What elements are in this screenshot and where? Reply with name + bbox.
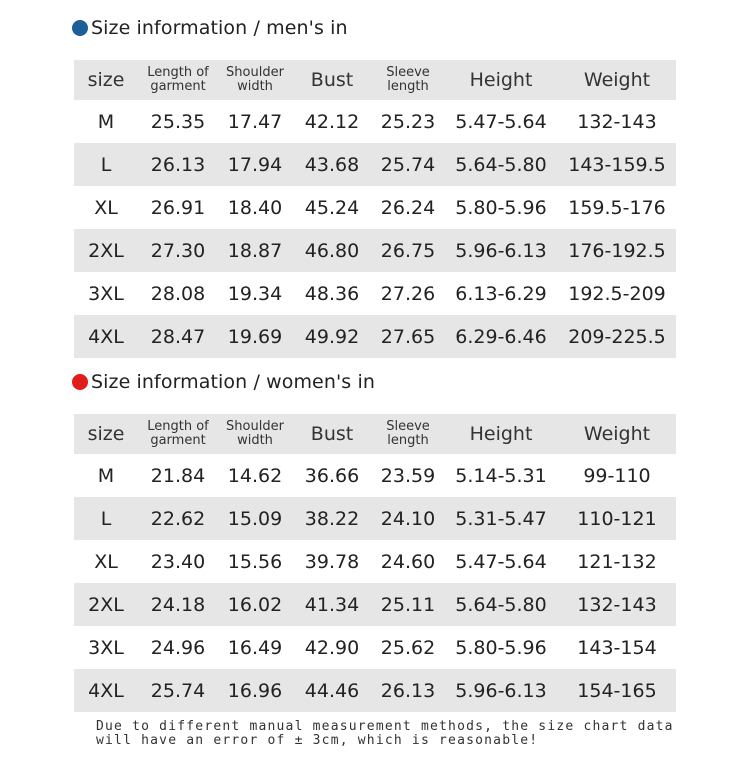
cell-size: 4XL <box>88 325 124 348</box>
header-length-line2: garment <box>150 79 206 94</box>
cell-shoulder: 19.34 <box>227 282 283 305</box>
cell-shoulder: 19.69 <box>227 325 283 348</box>
cell-size: 3XL <box>88 636 124 659</box>
header-length <box>138 414 218 454</box>
table-row <box>74 315 676 358</box>
cell-shoulder: 14.62 <box>227 464 283 487</box>
header-sleeve-line2: length <box>387 433 429 448</box>
cell-sleeve: 27.65 <box>380 325 436 348</box>
cell-size: L <box>100 507 112 530</box>
cell-size: 2XL <box>88 593 124 616</box>
cell-length: 25.74 <box>150 679 206 702</box>
men-header-row <box>74 60 676 100</box>
header-shoulder-line1: Shoulder <box>226 65 284 80</box>
cell-shoulder: 18.87 <box>227 239 283 262</box>
header-shoulder-line2: width <box>237 433 273 448</box>
women-section-title <box>72 369 375 395</box>
cell-shoulder: 15.56 <box>227 550 283 573</box>
women-header-row <box>74 414 676 454</box>
cell-size: M <box>97 110 115 133</box>
cell-height: 5.64-5.80 <box>455 593 547 616</box>
cell-height: 6.29-6.46 <box>455 325 547 348</box>
cell-bust: 45.24 <box>304 196 360 219</box>
cell-weight: 99-110 <box>583 464 651 487</box>
header-shoulder-line2: width <box>237 79 273 94</box>
cell-size: XL <box>94 550 118 573</box>
cell-length: 22.62 <box>150 507 206 530</box>
table-row <box>74 229 676 272</box>
cell-weight: 159.5-176 <box>568 196 666 219</box>
header-length-line1: Length of <box>147 65 209 80</box>
cell-length: 24.18 <box>150 593 206 616</box>
cell-height: 5.31-5.47 <box>455 507 547 530</box>
cell-height: 5.47-5.64 <box>455 550 547 573</box>
cell-shoulder: 17.94 <box>227 153 283 176</box>
cell-length: 24.96 <box>150 636 206 659</box>
cell-shoulder: 16.96 <box>227 679 283 702</box>
table-row <box>74 626 676 669</box>
cell-sleeve: 26.24 <box>380 196 436 219</box>
cell-sleeve: 25.62 <box>380 636 436 659</box>
cell-shoulder: 18.40 <box>227 196 283 219</box>
cell-shoulder: 15.09 <box>227 507 283 530</box>
cell-bust: 49.92 <box>304 325 360 348</box>
header-sleeve <box>372 414 444 454</box>
men-title-text: Size information / men's in <box>91 17 348 39</box>
table-row <box>74 143 676 186</box>
table-row <box>74 100 676 143</box>
header-length-line1: Length of <box>147 419 209 434</box>
cell-bust: 39.78 <box>304 550 360 573</box>
women-size-table <box>74 414 676 712</box>
header-height: Height <box>469 69 533 91</box>
cell-length: 27.30 <box>150 239 206 262</box>
cell-weight: 154-165 <box>577 679 657 702</box>
table-row <box>74 540 676 583</box>
cell-bust: 41.34 <box>304 593 360 616</box>
header-size: size <box>87 69 125 91</box>
table-row <box>74 272 676 315</box>
cell-height: 5.96-6.13 <box>455 679 547 702</box>
cell-bust: 42.12 <box>304 110 360 133</box>
cell-sleeve: 25.11 <box>380 593 436 616</box>
cell-height: 5.80-5.96 <box>455 636 547 659</box>
table-row <box>74 186 676 229</box>
header-bust: Bust <box>310 423 354 445</box>
cell-length: 23.40 <box>150 550 206 573</box>
cell-sleeve: 24.60 <box>380 550 436 573</box>
cell-height: 5.47-5.64 <box>455 110 547 133</box>
cell-size: L <box>100 153 112 176</box>
cell-height: 5.80-5.96 <box>455 196 547 219</box>
cell-length: 26.13 <box>150 153 206 176</box>
cell-weight: 176-192.5 <box>568 239 666 262</box>
header-height: Height <box>469 423 533 445</box>
cell-weight: 209-225.5 <box>568 325 666 348</box>
cell-height: 5.14-5.31 <box>455 464 547 487</box>
header-weight: Weight <box>583 423 651 445</box>
cell-weight: 132-143 <box>577 110 657 133</box>
cell-height: 5.96-6.13 <box>455 239 547 262</box>
header-size: size <box>87 423 125 445</box>
cell-length: 28.08 <box>150 282 206 305</box>
header-weight: Weight <box>583 69 651 91</box>
cell-sleeve: 25.74 <box>380 153 436 176</box>
cell-shoulder: 16.49 <box>227 636 283 659</box>
cell-bust: 43.68 <box>304 153 360 176</box>
cell-sleeve: 25.23 <box>380 110 436 133</box>
header-length <box>138 60 218 100</box>
cell-weight: 121-132 <box>577 550 657 573</box>
cell-bust: 38.22 <box>304 507 360 530</box>
cell-weight: 143-159.5 <box>568 153 666 176</box>
cell-weight: 192.5-209 <box>568 282 666 305</box>
header-sleeve-line1: Sleeve <box>386 65 430 80</box>
cell-height: 6.13-6.29 <box>455 282 547 305</box>
cell-length: 26.91 <box>150 196 206 219</box>
header-sleeve-line2: length <box>387 79 429 94</box>
cell-size: 4XL <box>88 679 124 702</box>
cell-bust: 36.66 <box>304 464 360 487</box>
table-row <box>74 583 676 626</box>
cell-size: XL <box>94 196 118 219</box>
header-shoulder-line1: Shoulder <box>226 419 284 434</box>
men-bullet-dot-icon <box>72 20 88 36</box>
women-title-text: Size information / women's in <box>91 371 375 393</box>
table-row <box>74 454 676 497</box>
cell-length: 21.84 <box>150 464 206 487</box>
header-length-line2: garment <box>150 433 206 448</box>
cell-length: 28.47 <box>150 325 206 348</box>
men-size-table <box>74 60 676 358</box>
cell-size: 2XL <box>88 239 124 262</box>
cell-bust: 42.90 <box>304 636 360 659</box>
disclaimer-line-2: will have an error of ± 3cm, which is reasonable! <box>96 733 539 748</box>
cell-sleeve: 23.59 <box>380 464 436 487</box>
cell-size: 3XL <box>88 282 124 305</box>
cell-size: M <box>97 464 115 487</box>
disclaimer-line-1: Due to different manual measurement methods, the size chart data <box>96 719 674 734</box>
cell-bust: 48.36 <box>304 282 360 305</box>
header-bust: Bust <box>310 69 354 91</box>
cell-weight: 143-154 <box>577 636 657 659</box>
table-row <box>74 669 676 712</box>
cell-height: 5.64-5.80 <box>455 153 547 176</box>
cell-sleeve: 26.13 <box>380 679 436 702</box>
men-section-title <box>72 15 348 41</box>
cell-bust: 46.80 <box>304 239 360 262</box>
cell-weight: 110-121 <box>577 507 657 530</box>
header-shoulder <box>218 414 292 454</box>
cell-length: 25.35 <box>150 110 206 133</box>
cell-shoulder: 17.47 <box>227 110 283 133</box>
header-shoulder <box>218 60 292 100</box>
header-sleeve <box>372 60 444 100</box>
table-row <box>74 497 676 540</box>
cell-sleeve: 26.75 <box>380 239 436 262</box>
cell-sleeve: 27.26 <box>380 282 436 305</box>
cell-bust: 44.46 <box>304 679 360 702</box>
header-sleeve-line1: Sleeve <box>386 419 430 434</box>
measurement-disclaimer <box>96 720 696 748</box>
cell-shoulder: 16.02 <box>227 593 283 616</box>
cell-sleeve: 24.10 <box>380 507 436 530</box>
women-bullet-dot-icon <box>72 374 88 390</box>
cell-weight: 132-143 <box>577 593 657 616</box>
